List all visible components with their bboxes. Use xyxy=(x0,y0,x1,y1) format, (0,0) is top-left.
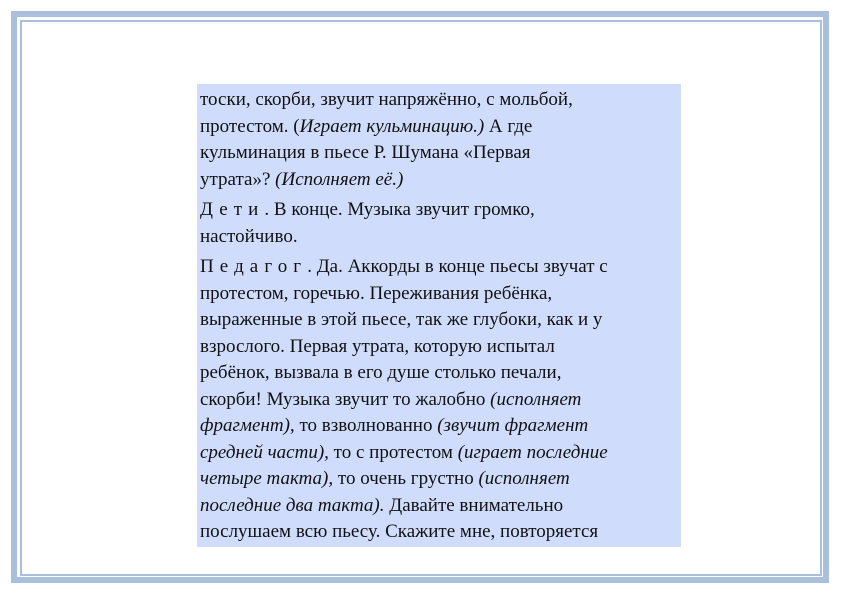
text-line xyxy=(200,114,677,141)
text-run: А где xyxy=(484,115,533,137)
paragraph-1 xyxy=(200,87,677,193)
paragraph-3 xyxy=(200,254,677,546)
paragraph-2 xyxy=(200,197,677,250)
text-line xyxy=(200,466,677,493)
text-line xyxy=(200,493,677,520)
text-run: скорби! Музыка звучит то жалобно xyxy=(200,388,491,410)
text-line xyxy=(200,307,677,334)
text-run: послушаем всю пьесу. Скажите мне, повторяется xyxy=(200,521,599,542)
italic-run: последние два такта). xyxy=(200,494,385,516)
text-run: настойчиво. xyxy=(200,225,298,247)
text-line xyxy=(200,360,677,387)
text-run: . Да. Аккорды в конце пьесы звучат с xyxy=(307,256,608,277)
italic-run: (исполняет xyxy=(490,388,582,410)
speaker-label: Дети xyxy=(200,199,265,220)
text-run: тоски, скорби, звучит напряжённо, с мольбой, xyxy=(200,89,573,110)
text-line xyxy=(200,334,677,361)
italic-run: средней части), xyxy=(200,441,329,463)
italic-run: (исполняет xyxy=(478,468,570,489)
text-block xyxy=(197,84,681,547)
text-run: Давайте внимательно xyxy=(384,494,564,516)
text-line xyxy=(200,254,677,281)
italic-run: Играет кульминацию.) xyxy=(299,115,485,137)
text-run: протестом. ( xyxy=(200,115,300,137)
text-line xyxy=(200,167,677,194)
italic-run: (звучит фрагмент xyxy=(437,415,589,436)
text-run: кульминация в пьесе Р. Шумана «Первая xyxy=(200,142,531,163)
text-line xyxy=(200,281,677,308)
text-run: протестом, горечью. Переживания ребёнка, xyxy=(200,282,553,304)
text-run: то очень грустно xyxy=(333,468,479,489)
text-line xyxy=(200,224,677,251)
italic-run: фрагмент), xyxy=(200,415,295,436)
text-line xyxy=(200,519,677,546)
text-line xyxy=(200,440,677,467)
italic-run: (играет последние xyxy=(457,441,608,463)
text-run: то взволнованно xyxy=(294,415,438,436)
text-run: то с протестом xyxy=(328,441,458,463)
italic-run: четыре такта), xyxy=(200,468,334,489)
text-run: взрослого. Первая утрата, которую испытал xyxy=(200,335,555,357)
text-run: ребёнок, вызвала в его душе столько печали, xyxy=(200,362,562,383)
text-run: утрата»? xyxy=(200,168,276,190)
text-run: выраженные в этой пьесе, так же глубоки, как и у xyxy=(200,309,603,330)
text-line xyxy=(200,140,677,167)
text-line xyxy=(200,387,677,414)
text-line xyxy=(200,87,677,114)
italic-run: (Исполняет её.) xyxy=(275,168,404,190)
text-run: . В конце. Музыка звучит громко, xyxy=(264,199,535,220)
speaker-label: Педагог xyxy=(200,256,308,277)
text-line xyxy=(200,413,677,440)
text-line xyxy=(200,197,677,224)
